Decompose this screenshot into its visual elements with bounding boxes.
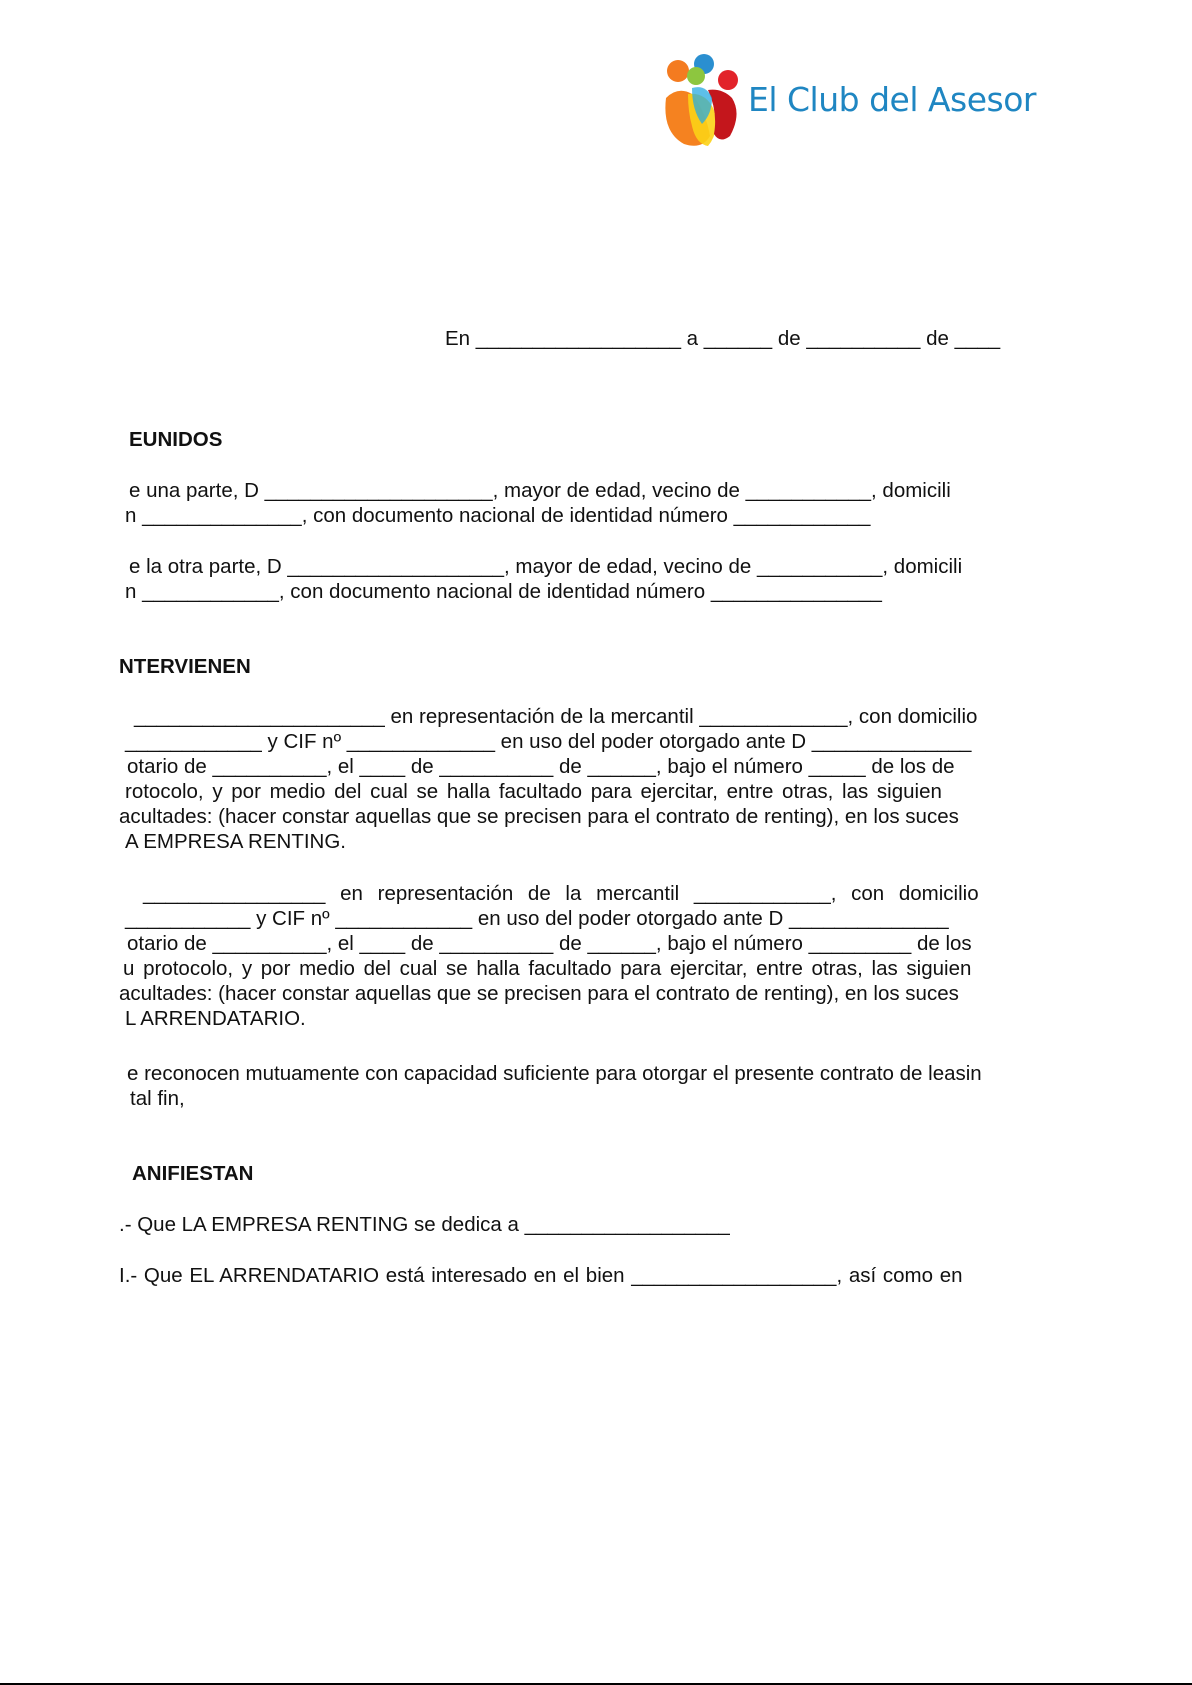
date-line: En __________________ a ______ de __________ de ____ xyxy=(445,327,1001,350)
intervienen-p1-line2: ____________ y CIF nº _____________ en uso del poder otorgado ante D ______________ xyxy=(125,730,972,753)
intervienen-p1-line1: ______________________ en representación de la mercantil _____________, con domicilio xyxy=(134,705,978,728)
logo-text: El Club del Asesor xyxy=(748,80,1036,119)
intervienen-p3-line2: tal fin, xyxy=(130,1087,185,1110)
intervienen-p1-line6: A EMPRESA RENTING. xyxy=(125,830,346,853)
intervienen-p1-line4: rotocolo, y por medio del cual se halla facultado para ejercitar, entre otras, las siguien xyxy=(125,780,942,803)
intervienen-p2-line5: acultades: (hacer constar aquellas que se precisen para el contrato de renting), en los suces xyxy=(119,982,959,1005)
intervienen-p2-line2: ___________ y CIF nº ____________ en uso del poder otorgado ante D ______________ xyxy=(125,907,949,930)
people-logo-icon xyxy=(662,54,746,150)
heading-intervienen: NTERVIENEN xyxy=(119,655,251,678)
intervienen-p2-line6: L ARRENDATARIO. xyxy=(125,1007,306,1030)
intervienen-p2-line1: ________________ en representación de la mercantil ____________, con domicilio xyxy=(143,882,979,905)
manifiestan-item2: I.- Que EL ARRENDATARIO está interesado en el bien __________________, así como en xyxy=(119,1264,963,1287)
intervienen-p3-line1: e reconocen mutuamente con capacidad suficiente para otorgar el presente contrato de leasin xyxy=(127,1062,982,1085)
manifiestan-item1: .- Que LA EMPRESA RENTING se dedica a __________________ xyxy=(119,1213,730,1236)
reunidos-p2-line1 xyxy=(129,554,1040,579)
reunidos-p1-line2: n ______________, con documento nacional de identidad número ____________ xyxy=(125,504,871,527)
intervienen-p2-line3: otario de __________, el ____ de __________ de ______, bajo el número _________ de los xyxy=(127,932,972,955)
company-logo xyxy=(662,54,1082,150)
heading-manifiestan: ANIFIESTAN xyxy=(132,1162,254,1185)
text-segment: e la otra parte, D ___________________, mayor de edad, vecino de ___________, domicili xyxy=(129,555,963,578)
intervienen-p1-line3: otario de __________, el ____ de __________ de ______, bajo el número _____ de los de xyxy=(127,755,955,778)
text-segment: e una parte, D ____________________, mayor de edad, vecino de ___________, domicili xyxy=(129,479,951,502)
intervienen-p2-line4: u protocolo, y por medio del cual se halla facultado para ejercitar, entre otras, las siguien xyxy=(123,957,972,980)
reunidos-p1-line1 xyxy=(129,478,1040,503)
heading-reunidos: EUNIDOS xyxy=(129,428,223,451)
reunidos-p2-line2: n ____________, con documento nacional de identidad número _______________ xyxy=(125,580,882,603)
intervienen-p1-line5: acultades: (hacer constar aquellas que se precisen para el contrato de renting), en los suces xyxy=(119,805,959,828)
